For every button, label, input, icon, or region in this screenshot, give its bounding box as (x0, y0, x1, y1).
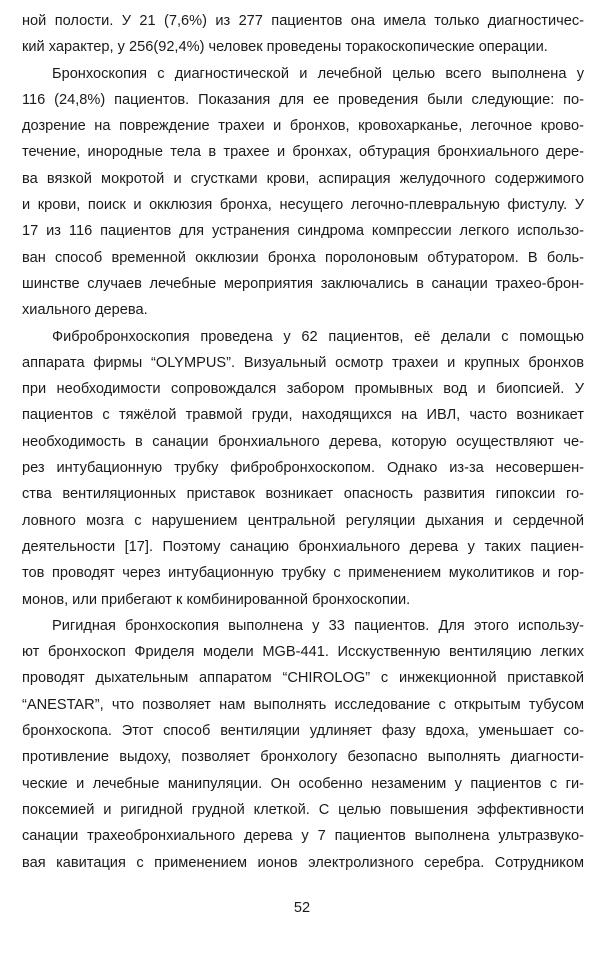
text-line: ной полости. У 21 (7,6%) из 277 пациентов она имела только диагностичес- (22, 13, 584, 29)
text-line: и крови, поиск и окклюзия бронха, несущего легочно-плевральную фистулу. У (22, 197, 584, 214)
text-line: течение, инородные тела в трахее и бронхах, обтурация бронхиального дере- (22, 144, 584, 161)
text-line: кий характер, у 256(92,4%) человек проведены торакоскопические операции. (22, 39, 548, 56)
text-line: хиального дерева. (22, 302, 148, 319)
text-line: при необходимости сопровождался забором промывных вод и биопсией. У (22, 381, 584, 398)
text-line: ловного мозга с нарушением центральной регуляции дыхания и сердечной (22, 512, 584, 529)
text-line: ют бронхоскоп Фриделя модели MGB-441. Исскуственную вентиляцию легких (22, 644, 584, 661)
text-line: поксемией и ригидной грудной клеткой. С целью повышения эффективности (22, 801, 584, 818)
text-line: вая кавитация с применением ионов электролизного серебра. Сотрудником (22, 854, 584, 871)
text-line: ческие и лечебные манипуляции. Он особенно незаменим у пациентов с ги- (22, 775, 584, 792)
text-line: санации трахеобронхиального дерева у 7 пациентов выполнена ультразвуко- (22, 828, 584, 845)
paragraph (22, 61, 584, 324)
text-line: Бронхоскопия с диагностической и лечебной целью всего выполнена у (52, 65, 584, 82)
text-line: 17 из 116 пациентов для устранения синдрома компрессии легкого использо- (22, 223, 584, 240)
paragraph (22, 324, 584, 613)
text-line: противление выдоху, позволяет бронхологу безопасно выполнять диагности- (22, 749, 584, 766)
text-line: ва вязкой мокротой и сгустками крови, аспирация желудочного содержимого (22, 170, 584, 187)
text-line: дозрение на повреждение трахеи и бронхов, кровохарканье, легочное крово- (22, 118, 584, 135)
text-line: Фибробронхоскопия проведена у 62 пациентов, её делали с помощью (52, 328, 584, 345)
page-number: 52 (293, 900, 311, 916)
text-line: “ANESTAR”, что позволяет нам выполнять исследование с открытым тубусом (22, 696, 584, 713)
text-line: проводят дыхательным аппаратом “CHIROLOG” с инжекционной приставкой (22, 670, 584, 687)
paragraph (22, 613, 584, 876)
text-line: ван способ временной окклюзии бронха поролоновым обтуратором. В боль- (22, 249, 584, 266)
text-line: аппарата фирмы “OLYMPUS”. Визуальный осмотр трахеи и крупных бронхов (22, 354, 584, 371)
text-line: рез интубационную трубку фибробронхоскопом. Однако из-за несовершен- (22, 460, 584, 477)
text-line: пациентов с тяжёлой травмой груди, находящихся на ИВЛ, часто возникает (22, 407, 584, 424)
text-line: 116 (24,8%) пациентов. Показания для ее проведения были следующие: по- (22, 91, 584, 108)
text-line: необходимость в санации бронхиального дерева, которую осуществляют че- (22, 433, 584, 450)
text-line: бронхоскопа. Этот способ вентиляции удлиняет фазу вдоха, уменьшает со- (22, 723, 584, 740)
text-line: тов проводят через интубационную трубку с применением муколитиков и гор- (22, 565, 584, 582)
text-line: деятельности [17]. Поэтому санацию бронхиального дерева у таких пациен- (22, 538, 584, 555)
paragraph (22, 8, 584, 61)
text-line: монов, или прибегают к комбинированной бронхоскопии. (22, 591, 411, 608)
text-line: Ригидная бронхоскопия выполнена у 33 пациентов. Для этого использу- (52, 617, 584, 634)
text-line: ства вентиляционных приставок возникает опасность развития гипоксии го- (22, 486, 584, 503)
text-line: шинстве случаев лечебные мероприятия заключались в санации трахео-брон- (22, 275, 584, 292)
page-body (22, 8, 584, 876)
